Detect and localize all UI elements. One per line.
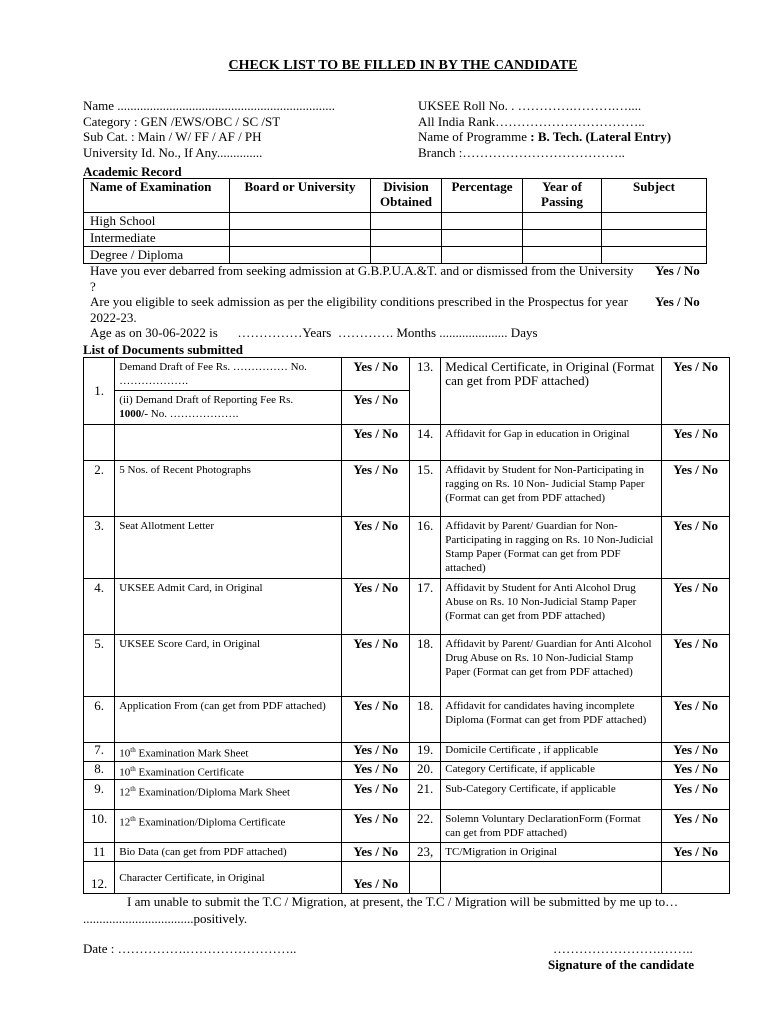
- programme-label: Name of Programme: [418, 129, 528, 144]
- doc-yesno: Yes / No: [662, 517, 730, 579]
- university-id-field: University Id. No., If Any..............: [83, 144, 263, 160]
- doc-text: UKSEE Admit Card, in Original: [115, 579, 342, 635]
- doc-yesno: Yes / No: [662, 358, 730, 425]
- doc-text: Medical Certificate, in Original (Format can get from PDF attached): [441, 358, 662, 425]
- exam-name: Intermediate: [84, 230, 230, 247]
- table-row: [84, 358, 730, 391]
- col-subject: Subject: [602, 179, 707, 213]
- table-row: [84, 579, 730, 635]
- header-left: [83, 98, 335, 160]
- doc-num: 20.: [410, 761, 441, 780]
- doc-num: 5.: [84, 635, 115, 697]
- doc-yesno: Yes / No: [342, 810, 410, 843]
- header-right: [418, 98, 671, 160]
- table-row: [84, 697, 730, 743]
- col-board: Board or University: [230, 179, 371, 213]
- doc-yesno: Yes / No: [662, 843, 730, 862]
- doc-text: Bio Data (can get from PDF attached): [115, 843, 342, 862]
- doc-text: Affidavit by Student for Non-Participating in ragging on Rs. 10 Non- Judicial Stamp Paper (Format can get from PDF attached): [441, 461, 662, 517]
- table-row: [84, 635, 730, 697]
- doc-text: Affidavit for Gap in education in Original: [441, 425, 662, 461]
- branch-field: Branch :………………………………..: [418, 144, 625, 160]
- doc-text: Seat Allotment Letter: [115, 517, 342, 579]
- table-row: 9. 12th Examination/Diploma Mark Sheet Yes / No 21. Sub-Category Certificate, if applicable Yes / No: [84, 780, 730, 810]
- doc-num: 10.: [84, 810, 115, 843]
- table-row: [84, 862, 730, 894]
- exam-name: Degree / Diploma: [84, 247, 230, 264]
- doc-yesno: Yes / No: [342, 579, 410, 635]
- doc-yesno: Yes / No: [342, 780, 410, 810]
- doc-yesno: Yes / No: [342, 517, 410, 579]
- doc-num: 11: [84, 843, 115, 862]
- doc-text: Demand Draft of Fee Rs. …………… No. ……………….: [115, 358, 342, 391]
- table-row: 10. 12th Examination/Diploma Certificate Yes / No 22. Solemn Voluntary DeclarationForm (Format can get from PDF attached) Yes / No: [84, 810, 730, 843]
- category-field: Category : GEN /EWS/OBC / SC /ST: [83, 113, 281, 129]
- doc-num: 1.: [84, 358, 115, 425]
- doc-num: 2.: [84, 461, 115, 517]
- doc-yesno: Yes / No: [342, 358, 410, 391]
- doc-yesno: Yes / No: [342, 461, 410, 517]
- doc-text: Domicile Certificate , if applicable: [441, 743, 662, 762]
- doc-num: 12.: [84, 862, 115, 894]
- doc-yesno: Yes / No: [342, 743, 410, 762]
- table-row: 7. 10th Examination Mark Sheet Yes / No 19. Domicile Certificate , if applicable Yes / No: [84, 743, 730, 762]
- doc-num: 6.: [84, 697, 115, 743]
- col-year: Year of Passing: [523, 179, 602, 213]
- doc-yesno: Yes / No: [662, 761, 730, 780]
- programme-value: : B. Tech. (Lateral Entry): [530, 129, 672, 144]
- col-division: Division Obtained: [371, 179, 442, 213]
- doc-text: Sub-Category Certificate, if applicable: [441, 780, 662, 810]
- doc-text: (ii) Demand Draft of Reporting Fee Rs. 1000/- No. ……………….: [115, 391, 342, 425]
- doc-num: 16.: [410, 517, 441, 579]
- table-row: [84, 461, 730, 517]
- doc-num: 17.: [410, 579, 441, 635]
- date-field: Date : …………….……………………..: [83, 941, 297, 956]
- doc-yesno: Yes / No: [342, 862, 410, 894]
- academic-heading: Academic Record: [83, 164, 182, 179]
- doc-text: Application From (can get from PDF attached): [115, 697, 342, 743]
- question-debarred: Have you ever debarred from seeking admission at G.B.P.U.A.&T. and or dismissed from the University ?: [90, 263, 634, 294]
- name-field: Name ...................................................................: [83, 98, 336, 113]
- doc-text: Solemn Voluntary DeclarationForm (Format can get from PDF attached): [441, 810, 662, 843]
- doc-yesno: Yes / No: [662, 425, 730, 461]
- question-debarred-answer: Yes / No: [655, 263, 700, 278]
- signature-line: …………………….……..: [553, 941, 693, 956]
- documents-table: [83, 357, 730, 894]
- documents-heading: List of Documents submitted: [83, 342, 243, 357]
- doc-num: 18.: [410, 697, 441, 743]
- doc-yesno: Yes / No: [342, 425, 410, 461]
- doc-num: 19.: [410, 743, 441, 762]
- page-title: CHECK LIST TO BE FILLED IN BY THE CANDIDATE: [228, 58, 578, 73]
- doc-text: Affidavit by Parent/ Guardian for Anti Alcohol Drug Abuse on Rs. 10 Non-Judicial Stamp Paper (Format can get from PDF attached): [441, 635, 662, 697]
- col-percentage: Percentage: [442, 179, 523, 213]
- signature-label: Signature of the candidate: [548, 957, 695, 972]
- academic-table: [83, 178, 707, 264]
- age-line: Age as on 30-06-2022 is ……………Years …………. Months ..................... Days: [90, 325, 538, 340]
- doc-yesno: Yes / No: [662, 743, 730, 762]
- doc-text: Category Certificate, if applicable: [441, 761, 662, 780]
- tc-statement: I am unable to submit the T.C / Migration, at present, the T.C / Migration will be submitted by me up to… ..................................positively.: [83, 894, 679, 926]
- doc-text: Affidavit by Parent/ Guardian for Non-Participating in ragging on Rs. 10 Non-Judicial Stamp Paper (Format can get from PDF attached): [441, 517, 662, 579]
- doc-num: 21.: [410, 780, 441, 810]
- doc-yesno: Yes / No: [662, 461, 730, 517]
- doc-text: UKSEE Score Card, in Original: [115, 635, 342, 697]
- question-eligible-answer: Yes / No: [655, 294, 700, 309]
- rank-field: All India Rank……………………………..: [418, 113, 645, 129]
- doc-text: TC/Migration in Original: [441, 843, 662, 862]
- doc-yesno: Yes / No: [342, 635, 410, 697]
- doc-text: Affidavit by Student for Anti Alcohol Drug Abuse on Rs. 10 Non-Judicial Stamp Paper (Format can get from PDF attached): [441, 579, 662, 635]
- programme-field: [418, 129, 671, 145]
- doc-yesno: Yes / No: [662, 635, 730, 697]
- table-row: [84, 843, 730, 862]
- table-row: 8. 10th Examination Certificate Yes / No 20. Category Certificate, if applicable Yes / No: [84, 761, 730, 780]
- subcategory-field: Sub Cat. : Main / W/ FF / AF / PH: [83, 129, 262, 144]
- doc-yesno: Yes / No: [662, 780, 730, 810]
- doc-yesno: Yes / No: [342, 761, 410, 780]
- exam-name: High School: [84, 213, 230, 230]
- doc-text: 5 Nos. of Recent Photographs: [115, 461, 342, 517]
- doc-yesno: Yes / No: [662, 810, 730, 843]
- doc-yesno: Yes / No: [662, 697, 730, 743]
- table-row: [84, 247, 707, 264]
- col-exam: Name of Examination: [84, 179, 230, 213]
- doc-num: 22.: [410, 810, 441, 843]
- doc-text: Affidavit for candidates having incomplete Diploma (Format can get from PDF attached): [441, 697, 662, 743]
- doc-yesno: Yes / No: [342, 843, 410, 862]
- doc-num: 15.: [410, 461, 441, 517]
- table-row: [84, 425, 730, 461]
- doc-yesno: Yes / No: [662, 579, 730, 635]
- question-eligible: Are you eligible to seek admission as per the eligibility conditions prescribed in the Prospectus for year 2022-23.: [90, 294, 628, 325]
- doc-yesno: Yes / No: [342, 391, 410, 425]
- doc-num: 7.: [84, 743, 115, 762]
- doc-text: Character Certificate, in Original: [115, 862, 342, 894]
- doc-num: 8.: [84, 761, 115, 780]
- doc-num: 3.: [84, 517, 115, 579]
- doc-yesno: Yes / No: [342, 697, 410, 743]
- doc-num: 23,: [410, 843, 441, 862]
- doc-num: 18.: [410, 635, 441, 697]
- table-row: [84, 517, 730, 579]
- doc-num: 4.: [84, 579, 115, 635]
- table-row: [84, 213, 707, 230]
- table-row: [84, 230, 707, 247]
- academic-header-row: [84, 179, 707, 213]
- roll-number-field: UKSEE Roll No. . ………….……….…....: [418, 98, 642, 113]
- doc-num: 14.: [410, 425, 441, 461]
- doc-num: 13.: [410, 358, 441, 425]
- doc-num: 9.: [84, 780, 115, 810]
